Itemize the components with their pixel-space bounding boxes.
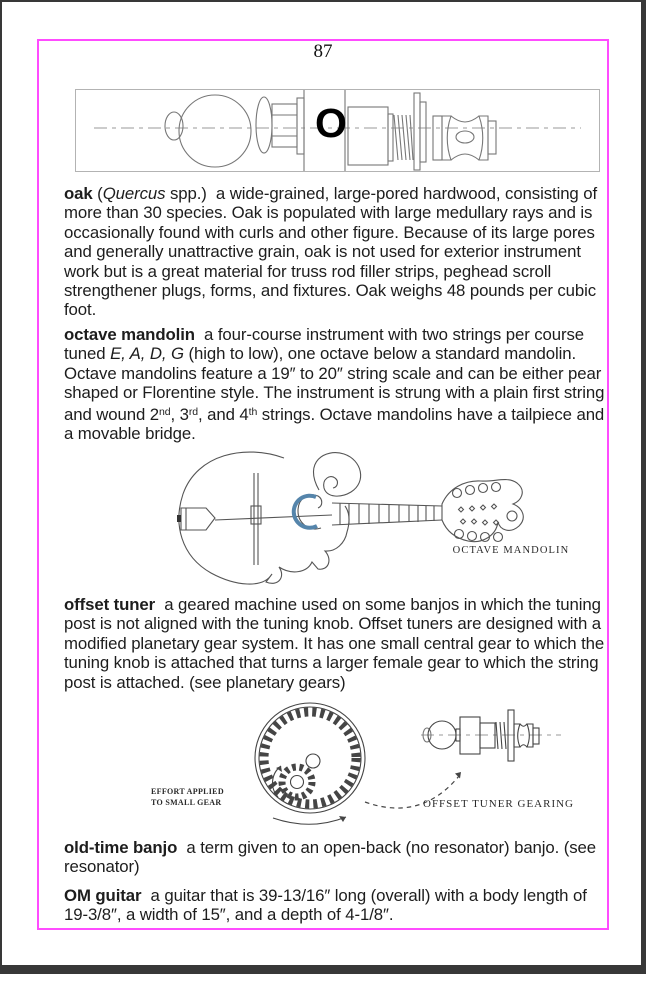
entry-offset-tuner: offset tuner a geared machine used on some banjos in which the tuning post is not aligned with the tuning knob. Offset tuners are designed with a modified planetary gear system. It has one small central gear to which the tuning knob is attached that turns a larger female gear to which the string post is attached. (see planetary gears) bbox=[64, 595, 605, 692]
entry-old-time-banjo: old-time banjo a term given to an open-back (no resonator) banjo. (see resonator) bbox=[64, 838, 597, 877]
entry-om-guitar: OM guitar a guitar that is 39-13/16″ long (overall) with a body length of 19-3/8″, a width of 15″, and a depth of 4-1/8″. bbox=[64, 886, 587, 925]
tuner-assembly bbox=[421, 710, 561, 761]
section-letter: O bbox=[315, 100, 347, 146]
mandolin-body bbox=[177, 452, 361, 584]
mandolin-headstock bbox=[442, 480, 523, 542]
geared-tuner-drawing bbox=[348, 93, 496, 170]
blue-highlight-arc bbox=[294, 496, 317, 528]
octave-mandolin-figure bbox=[169, 446, 559, 596]
section-header-figure bbox=[75, 89, 600, 172]
octave-mandolin-caption: OCTAVE MANDOLIN bbox=[452, 545, 570, 556]
gear-caption-left-line1: EFFORT APPLIED bbox=[151, 787, 224, 796]
ball-knob-drawing bbox=[165, 95, 304, 167]
octave-mandolin-drawing bbox=[169, 446, 559, 596]
gear-caption-left bbox=[151, 787, 224, 808]
page-number: 87 bbox=[313, 41, 333, 62]
gear-caption-right: OFFSET TUNER GEARING bbox=[423, 798, 574, 810]
offset-tuner-gearing-drawing bbox=[139, 696, 599, 846]
offset-tuner-figure bbox=[139, 696, 599, 846]
ring-gear bbox=[255, 703, 365, 813]
entry-oak: oak (Quercus spp.) a wide-grained, large-pored hardwood, consisting of more than 30 species. Oak is populated with large medullary rays and is occasionally found with curls and other figure. Because of its large pores and generally unattractive grain, oak is not used for exterior instrument work but is a great material for truss rod filler strips, peghead scroll strengthener plugs, forms, and fixtures. Oak weighs 48 pounds per cubic foot. bbox=[64, 184, 598, 320]
book-page bbox=[37, 39, 609, 930]
rotation-arrow bbox=[273, 816, 346, 824]
mandolin-neck bbox=[332, 503, 442, 525]
gear-caption-left-line2: TO SMALL GEAR bbox=[151, 797, 222, 807]
entry-octave-mandolin: octave mandolin a four-course instrument with two strings per course tuned E, A, D, G (high to low), one octave below a standard mandolin. Octave mandolins feature a 19″ to 20″ string scale and can be either pear shaped or Florentine style. The instrument is strung with a plain first string and wound 2nd, 3rd, and 4th strings. Octave mandolins have a tailpiece and a movable bridge. bbox=[64, 325, 605, 444]
